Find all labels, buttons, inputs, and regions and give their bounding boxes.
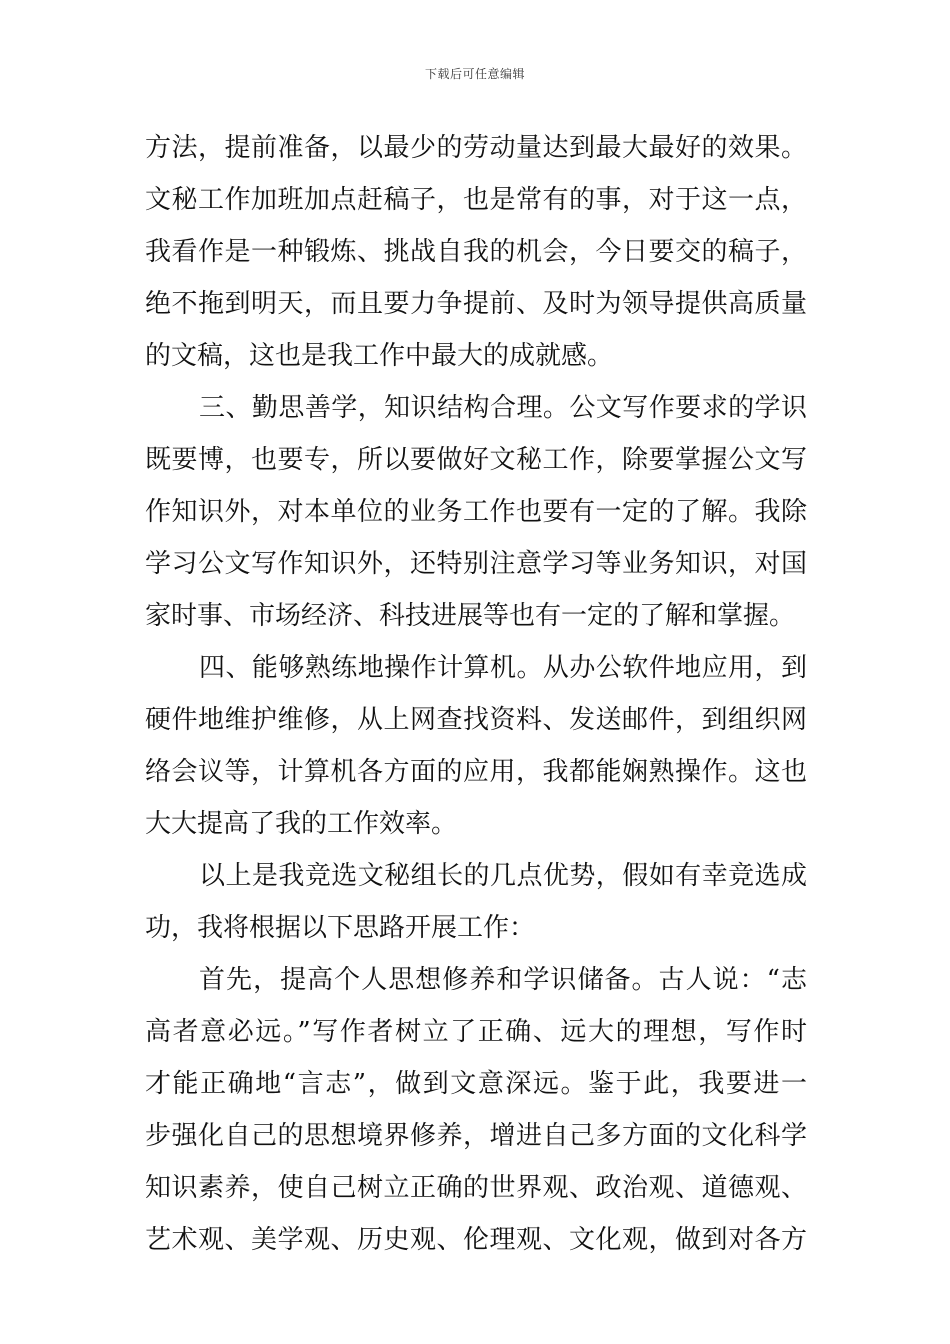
body-line: 文秘工作加班加点赶稿子，也是常有的事，对于这一点，: [145, 185, 807, 215]
body-line: 高者意必远。”写作者树立了正确、远大的理想，写作时: [145, 1017, 807, 1047]
body-line: 既要博，也要专，所以要做好文秘工作，除要掌握公文写: [145, 445, 807, 475]
header-note: 下载后可任意编辑: [424, 67, 525, 81]
body-line: 大大提高了我的工作效率。: [145, 809, 458, 839]
body-line: 四、能够熟练地操作计算机。从办公软件地应用，到: [199, 653, 807, 683]
body-line: 络会议等，计算机各方面的应用，我都能娴熟操作。这也: [145, 757, 807, 787]
body-line: 我看作是一种锻炼、挑战自我的机会，今日要交的稿子，: [145, 237, 807, 267]
body-line: 家时事、市场经济、科技进展等也有一定的了解和掌握。: [145, 601, 796, 631]
body-line: 艺术观、美学观、历史观、伦理观、文化观，做到对各方: [145, 1225, 807, 1255]
body-line: 以上是我竞选文秘组长的几点优势，假如有幸竞选成: [199, 861, 807, 891]
document-body: [145, 122, 807, 1266]
body-line: 三、勤思善学，知识结构合理。公文写作要求的学识: [199, 393, 807, 423]
body-line: 步强化自己的思想境界修养，增进自己多方面的文化科学: [145, 1121, 807, 1151]
body-line: 知识素养，使自己树立正确的世界观、政治观、道德观、: [145, 1173, 807, 1203]
body-line: 作知识外，对本单位的业务工作也要有一定的了解。我除: [145, 497, 807, 527]
body-line: 才能正确地“言志”，做到文意深远。鉴于此，我要进一: [145, 1069, 807, 1099]
body-line: 学习公文写作知识外，还特别注意学习等业务知识，对国: [145, 549, 807, 579]
body-line: 方法，提前准备，以最少的劳动量达到最大最好的效果。: [145, 133, 807, 163]
body-line: 硬件地维护维修，从上网查找资料、发送邮件，到组织网: [145, 705, 807, 735]
body-line: 绝不拖到明天，而且要力争提前、及时为领导提供高质量: [145, 289, 807, 319]
body-line: 功，我将根据以下思路开展工作：: [145, 913, 536, 943]
body-line: 首先，提高个人思想修养和学识储备。古人说：“志: [199, 965, 807, 995]
body-line: 的文稿，这也是我工作中最大的成就感。: [145, 341, 614, 371]
